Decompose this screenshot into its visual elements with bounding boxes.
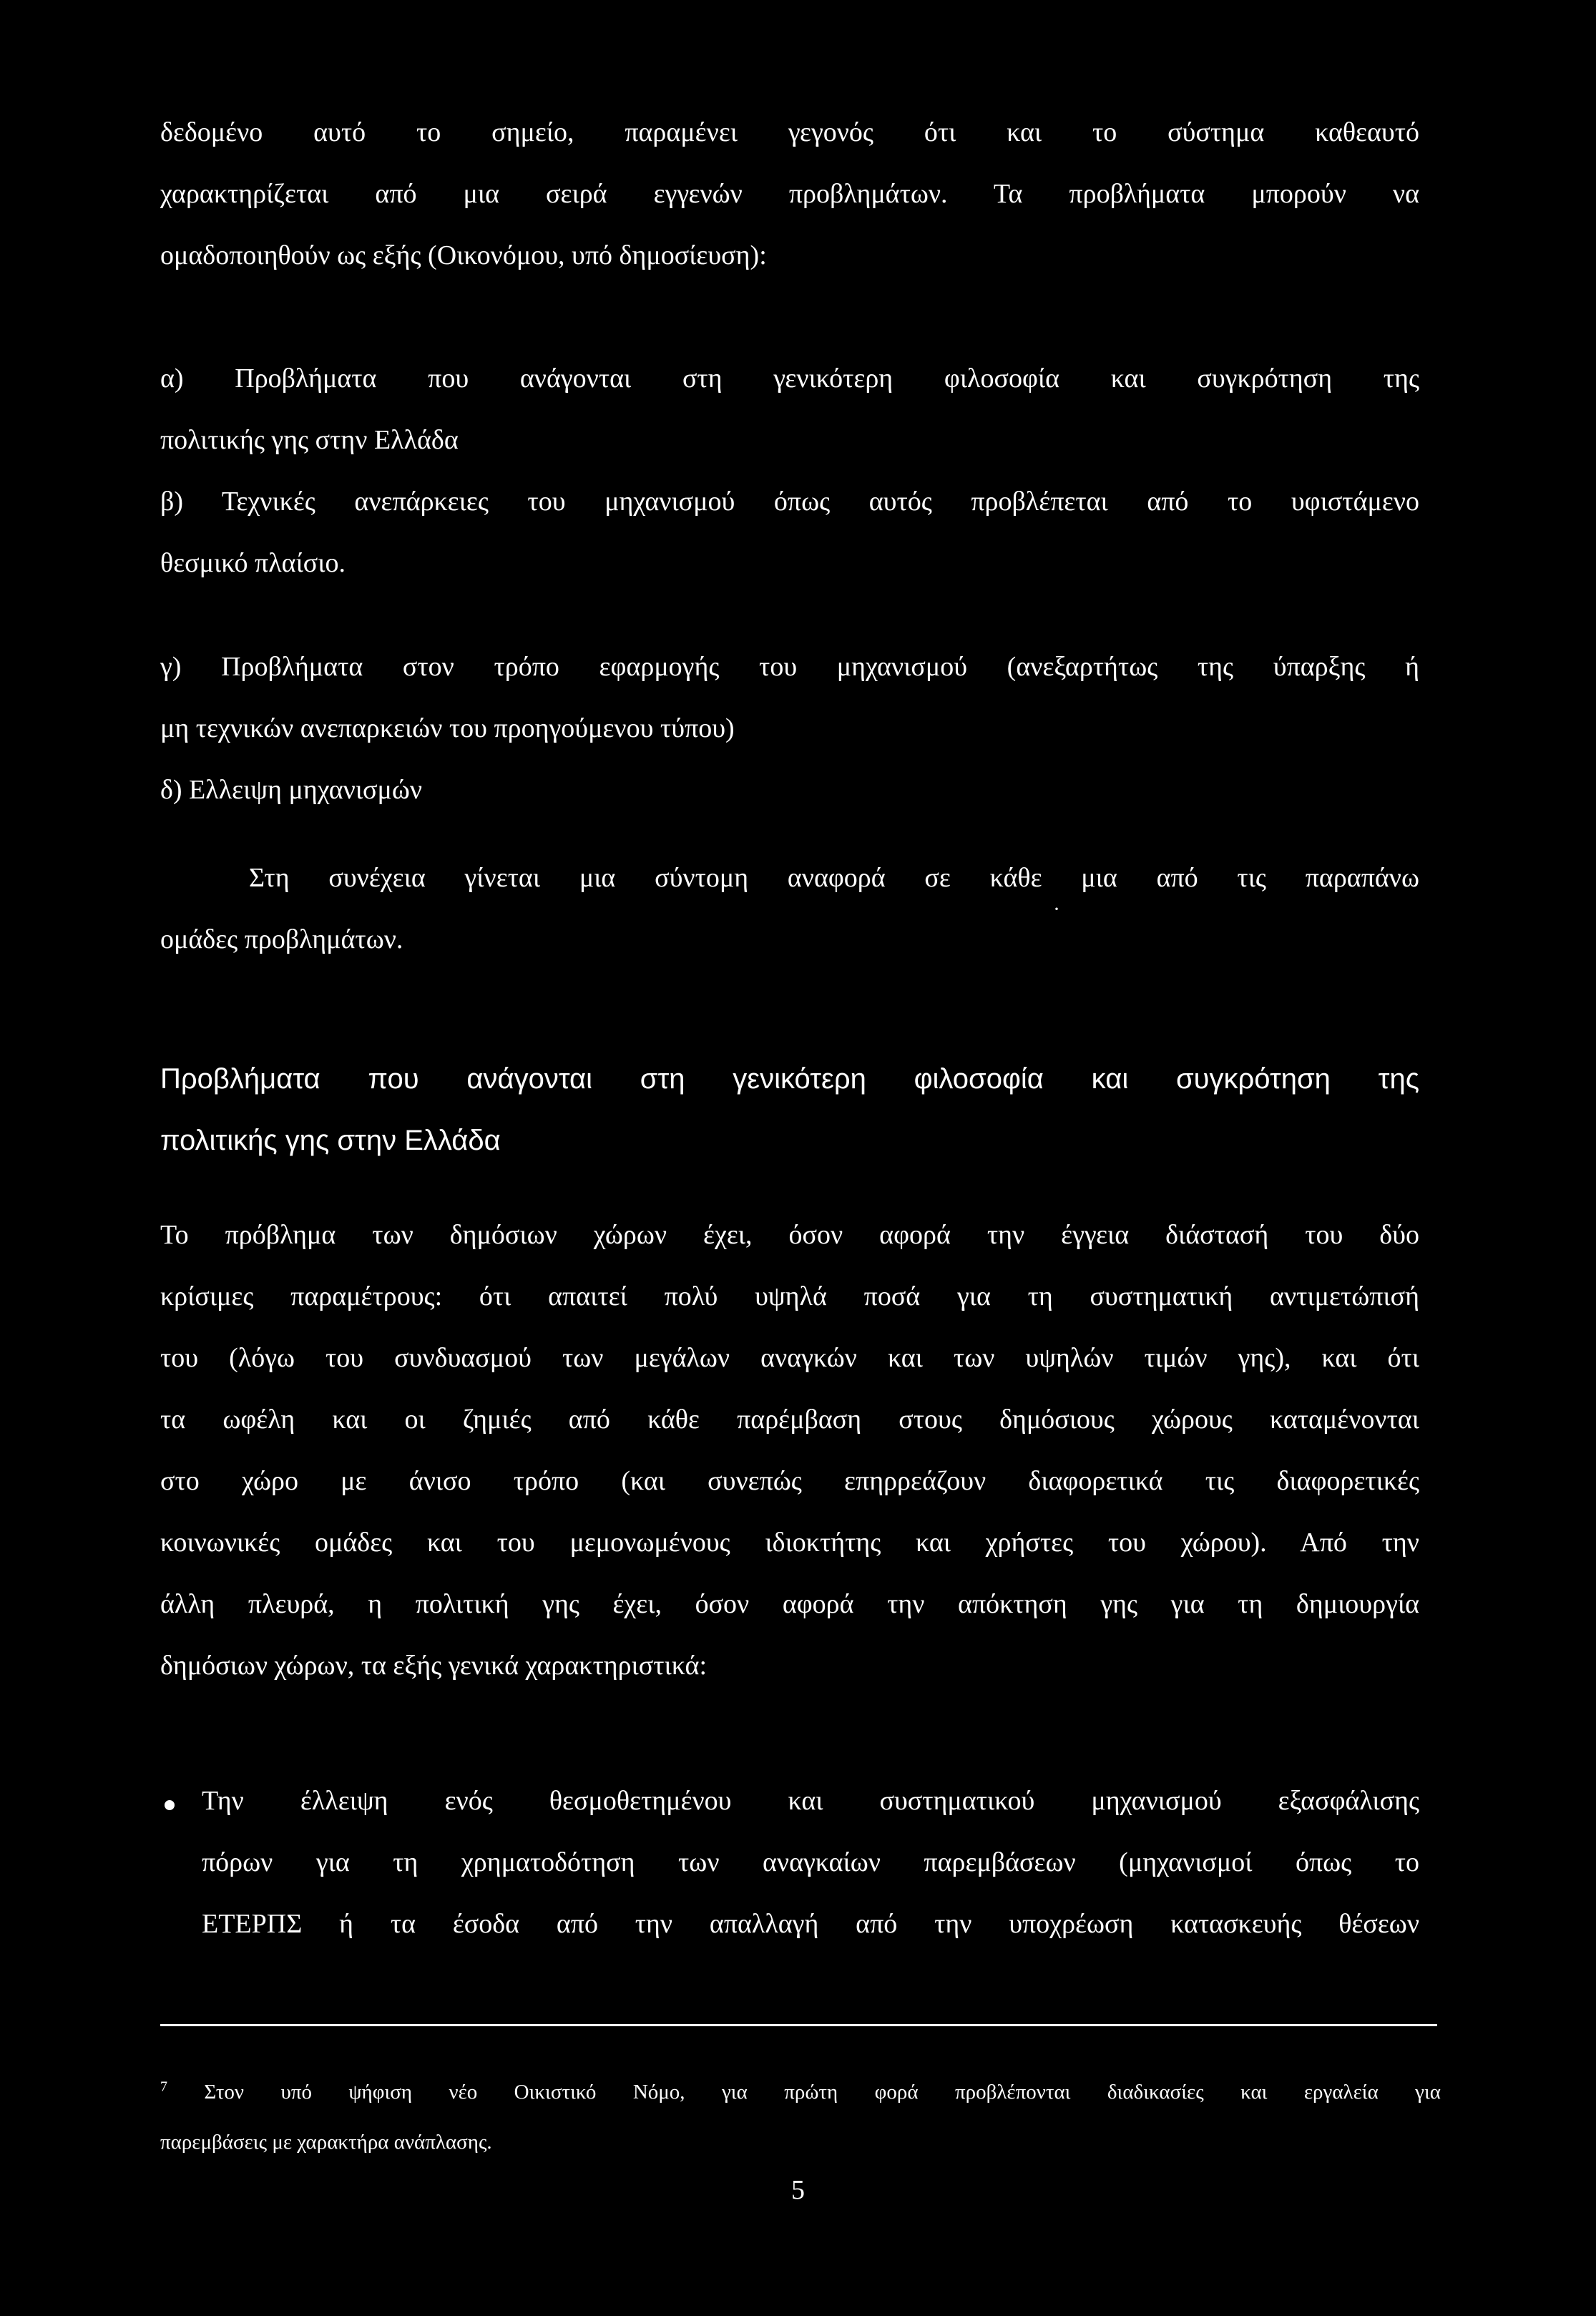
list-item-b-line-1: β) Τεχνικές ανεπάρκειες του μηχανισμού όπως αυτός προβλέπεται από το υφιστάμενο — [160, 487, 1419, 517]
body-line-1: Το πρόβλημα των δημόσιων χώρων έχει, όσον αφορά την έγγεια διάστασή του δύο — [160, 1220, 1419, 1250]
intro-line-3: ομαδοποιηθούν ως εξής (Οικονόμου, υπό δημοσίευση): — [160, 240, 767, 270]
footnote-line-1 — [160, 2078, 1441, 2106]
section-heading-line-1: Προβλήματα που ανάγονται στη γενικότερη φιλοσοφία και συγκρότηση της — [160, 1063, 1419, 1095]
stray-mark: · — [1053, 897, 1060, 921]
bullet-dot-icon — [160, 1792, 182, 1814]
body-line-8: δημόσιων χώρων, τα εξής γενικά χαρακτηριστικά: — [160, 1651, 708, 1681]
footnote-marker: 7 — [160, 2078, 167, 2095]
body-line-6: κοινωνικές ομάδες και του μεμονωμένους ιδιοκτήτης και χρήστες του χώρου). Από την — [160, 1528, 1419, 1558]
body-line-4: τα ωφέλη και οι ζημιές από κάθε παρέμβαση στους δημόσιους χώρους καταμένονται — [160, 1404, 1419, 1435]
intro-line-1: δεδομένο αυτό το σημείο, παραμένει γεγονός ότι και το σύστημα καθεαυτό — [160, 117, 1419, 147]
footnote-rule — [160, 2024, 1437, 2026]
intro-line-2: χαρακτηρίζεται από μια σειρά εγγενών προβλημάτων. Τα προβλήματα μπορούν να — [160, 179, 1419, 209]
footnote-text-1: Στον υπό ψήφιση νέο Οικιστικό Νόμο, για πρώτη φορά προβλέπονται διαδικασίες και εργαλεία για — [204, 2081, 1441, 2104]
list-item-a-line-1: α) Προβλήματα που ανάγονται στη γενικότερη φιλοσοφία και συγκρότηση της — [160, 363, 1419, 394]
list-item-d: δ) Ελλειψη μηχανισμών — [160, 775, 423, 805]
bullet-line-1: Την έλλειψη ενός θεσμοθετημένου και συστηματικού μηχανισμού εξασφάλισης — [202, 1786, 1419, 1816]
bullet-line-3: ΕΤΕΡΠΣ ή τα έσοδα από την απαλλαγή από την υποχρέωση κατασκευής θέσεων — [202, 1909, 1419, 1939]
list-item-b-line-2: θεσμικό πλαίσιο. — [160, 548, 346, 578]
list-item-c-line-1: γ) Προβλήματα στον τρόπο εφαρμογής του μηχανισμού (ανεξαρτήτως της ύπαρξης ή — [160, 652, 1419, 682]
section-heading-line-2: πολιτικής γης στην Ελλάδα — [160, 1125, 501, 1156]
transition-line-1: Στη συνέχεια γίνεται μια σύντομη αναφορά σε κάθε μια από τις παραπάνω — [249, 863, 1419, 893]
body-line-5: στο χώρο με άνισο τρόπο (και συνεπώς επηρρεάζουν διαφορετικά τις διαφορετικές — [160, 1466, 1419, 1496]
list-item-c-line-2: μη τεχνικών ανεπαρκειών του προηγούμενου τύπου) — [160, 713, 735, 743]
bullet-line-2: πόρων για τη χρηματοδότηση των αναγκαίων παρεμβάσεων (μηχανισμοί όπως το — [202, 1847, 1419, 1877]
footnote-line-2: παρεμβάσεις με χαρακτήρα ανάπλασης. — [160, 2131, 492, 2154]
body-line-2: κρίσιμες παραμέτρους: ότι απαιτεί πολύ υψηλά ποσά για τη συστηματική αντιμετώπισή — [160, 1281, 1419, 1311]
list-item-a-line-2: πολιτικής γης στην Ελλάδα — [160, 425, 459, 455]
body-line-3: του (λόγω του συνδυασμού των μεγάλων αναγκών και των υψηλών τιμών γης), και ότι — [160, 1343, 1419, 1373]
transition-line-2: ομάδες προβλημάτων. — [160, 924, 403, 954]
body-line-7: άλλη πλευρά, η πολιτική γης έχει, όσον αφορά την απόκτηση γης για τη δημιουργία — [160, 1589, 1419, 1619]
page-number: 5 — [791, 2175, 805, 2205]
